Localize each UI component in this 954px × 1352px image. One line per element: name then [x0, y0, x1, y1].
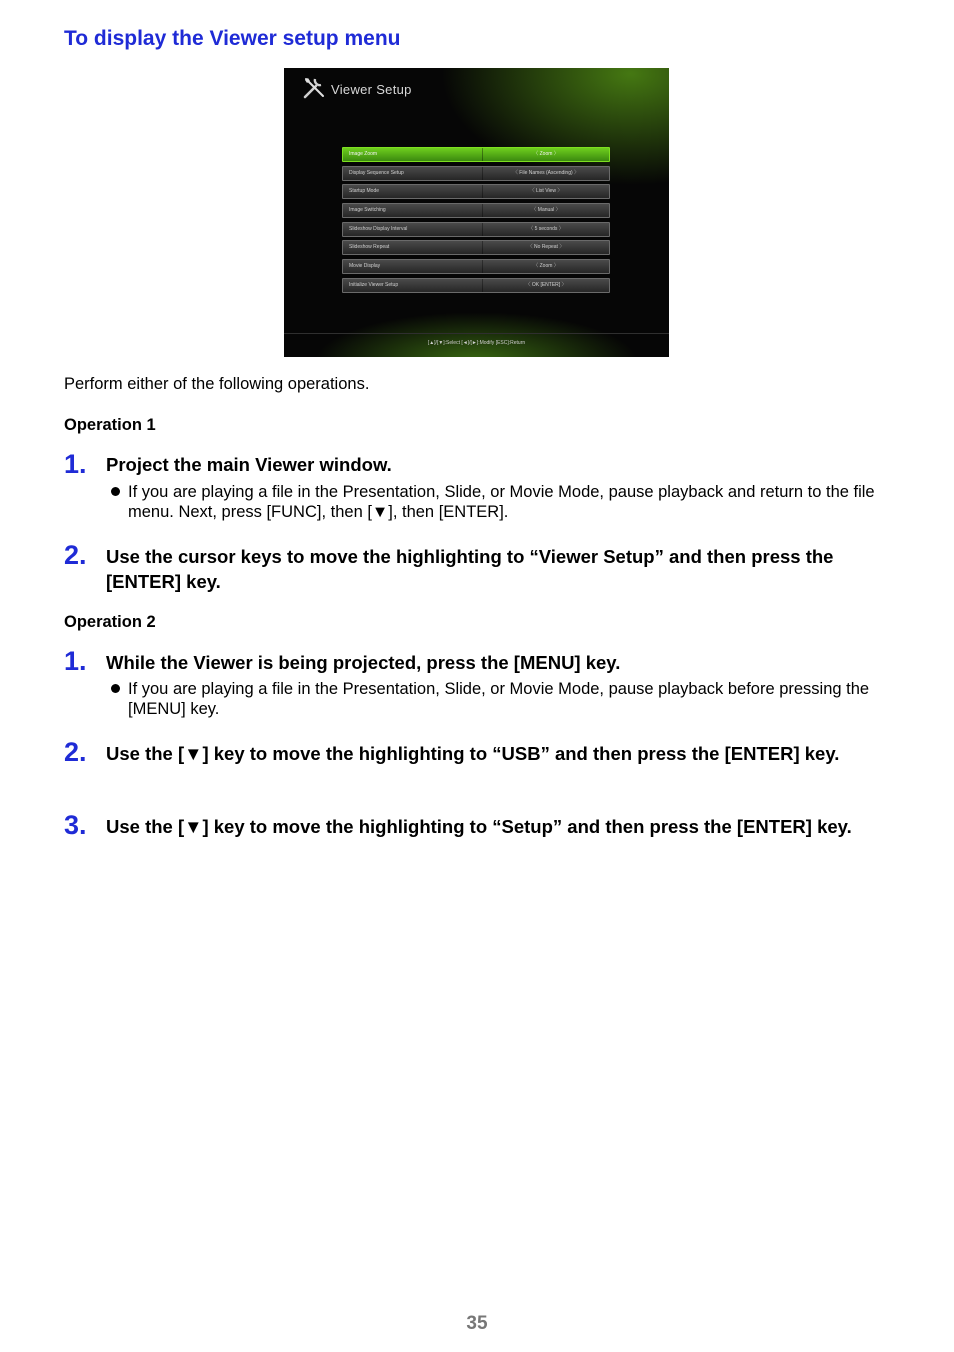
- menu-item-slideshow-display-interval[interactable]: [342, 222, 610, 237]
- menu-item-value: 〈 Zoom 〉: [482, 260, 609, 273]
- menu-item-label: Slideshow Repeat: [349, 244, 390, 251]
- footer-divider: [284, 333, 669, 334]
- operation-1-label: Operation 1: [64, 416, 156, 434]
- menu-item-value: 〈 File Names (Ascending) 〉: [482, 167, 609, 180]
- menu-item-movie-display[interactable]: [342, 259, 610, 274]
- menu-item-display-sequence-setup[interactable]: [342, 166, 610, 181]
- section-heading: To display the Viewer setup menu: [64, 27, 401, 50]
- menu-item-label: Image Zoom: [349, 151, 378, 157]
- menu-item-initialize-viewer-setup[interactable]: [342, 278, 610, 293]
- menu-item-label: Initialize Viewer Setup: [349, 281, 399, 288]
- viewer-setup-screenshot: [284, 68, 669, 357]
- page-number: 35: [466, 1313, 488, 1334]
- menu-item-image-zoom[interactable]: [342, 147, 610, 162]
- menu-item-slideshow-repeat[interactable]: [342, 240, 610, 255]
- step-text: Use the [▼] key to move the highlighting to “Setup” and then press the [ENTER] key.: [106, 816, 852, 837]
- menu-item-label: Movie Display: [349, 263, 381, 270]
- step-text: Project the main Viewer window.: [106, 454, 392, 475]
- step-number: 2.: [64, 737, 87, 767]
- bullet-icon: [111, 684, 120, 693]
- menu-item-value: 〈 5 seconds 〉: [482, 223, 609, 236]
- viewer-setup-menu: [342, 147, 610, 297]
- menu-item-value: 〈 List View 〉: [482, 185, 609, 198]
- operation-2-label: Operation 2: [64, 613, 156, 631]
- menu-item-label: Image Switching: [349, 207, 386, 214]
- menu-item-startup-mode[interactable]: [342, 184, 610, 199]
- intro-text: Perform either of the following operations.: [64, 375, 370, 393]
- menu-item-value: 〈 No Repeat 〉: [482, 241, 609, 254]
- step-note: If you are playing a file in the Presentation, Slide, or Movie Mode, pause playback and return to the file menu. Next, press [FUNC], then [▼], then [ENTER].: [128, 483, 875, 521]
- step-number: 1.: [64, 449, 87, 479]
- step-number: 1.: [64, 646, 87, 676]
- step-number: 3.: [64, 810, 87, 840]
- step-text: Use the cursor keys to move the highlighting to “Viewer Setup” and then press the [ENTER] key.: [106, 546, 834, 592]
- tools-icon: [302, 76, 326, 100]
- step-number: 2.: [64, 540, 87, 570]
- menu-item-label: Display Sequence Setup: [349, 169, 404, 176]
- step-note: If you are playing a file in the Presentation, Slide, or Movie Mode, pause playback before pressing the [MENU] key.: [128, 680, 870, 718]
- menu-item-value: 〈 OK [ENTER] 〉: [482, 279, 609, 292]
- bullet-icon: [111, 487, 120, 496]
- menu-item-label: Slideshow Display Interval: [349, 225, 408, 232]
- menu-item-image-switching[interactable]: [342, 203, 610, 218]
- screenshot-footer-hint: [▲]/[▼]:Select [◄]/[►]:Modify [ESC]:Return: [427, 340, 526, 346]
- step-text: Use the [▼] key to move the highlighting to “USB” and then press the [ENTER] key.: [106, 743, 840, 764]
- menu-item-value: 〈 Zoom 〉: [482, 148, 609, 161]
- menu-item-label: Startup Mode: [349, 188, 380, 195]
- step-text: While the Viewer is being projected, press the [MENU] key.: [106, 652, 621, 673]
- screenshot-title: Viewer Setup: [331, 82, 412, 97]
- menu-item-value: 〈 Manual 〉: [482, 204, 609, 217]
